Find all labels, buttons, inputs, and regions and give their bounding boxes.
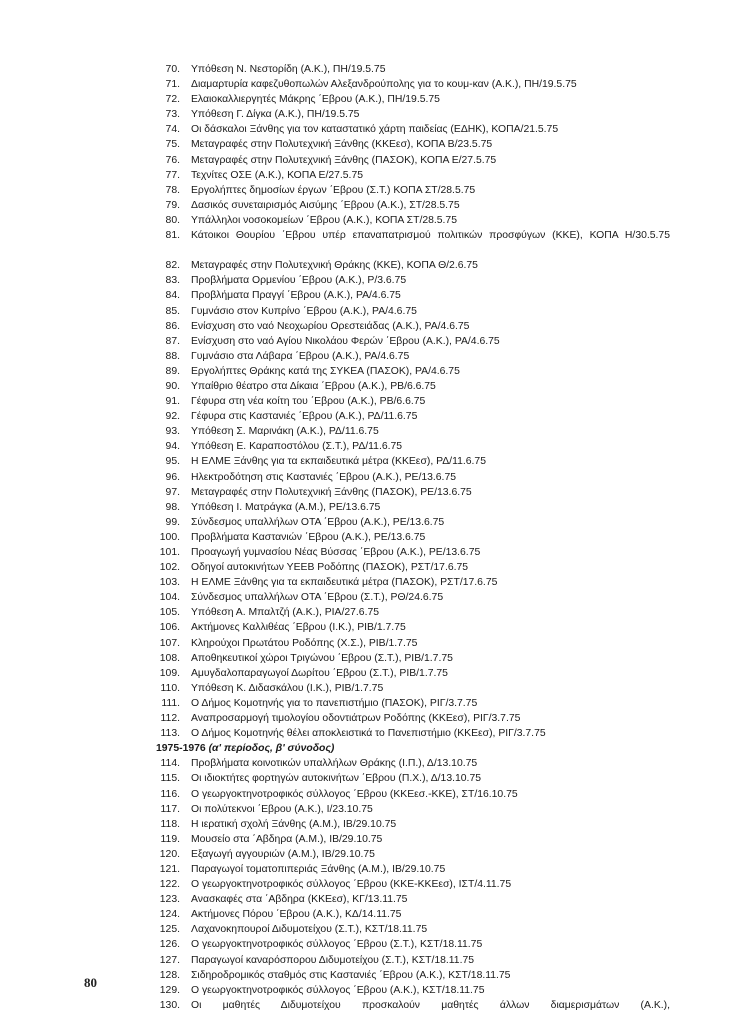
item-text: Ο γεωργοκτηνοτροφικός σύλλογος ΄Εβρου (ΚΚΕεσ.-ΚΚΕ), ΣΤ/16.10.75 — [191, 788, 518, 800]
item-text: Κληρούχοι Πρωτάτου Ροδόπης (Χ.Σ.), ΡΙΒ/1.7.75 — [191, 637, 418, 649]
item-text: Μεταγραφές στην Πολυτεχνική Θράκης (ΚΚΕ), ΚΟΠΑ Θ/2.6.75 — [191, 260, 478, 272]
item-text: Σύνδεσμος υπαλλήλων ΟΤΑ ΄Εβρου (Α.Κ.), ΡΕ/13.6.75 — [191, 516, 445, 528]
item-text: Κάτοικοι Θουρίου ΄Εβρου υπέρ επαναπατρισμού πολιτικών προσφύγων (ΚΚΕ), ΚΟΠΑ Η/30.5.75 — [191, 230, 670, 242]
list-item — [150, 153, 670, 168]
item-number: 113. — [160, 728, 180, 740]
item-number: 87. — [165, 335, 180, 347]
item-text: Δασικός συνεταιρισμός Αισύμης ΄Εβρου (Α.Κ.), ΣΤ/28.5.75 — [191, 199, 460, 211]
list-item — [150, 454, 670, 469]
item-number: 94. — [165, 441, 180, 453]
section-heading-years: 1975-1976 — [156, 743, 206, 755]
item-number: 82. — [165, 260, 180, 272]
item-text: Ο γεωργοκτηνοτροφικός σύλλογος ΄Εβρου (Α.Κ.), ΚΣΤ/18.11.75 — [191, 984, 485, 996]
list-item — [150, 500, 670, 515]
item-number: 127. — [159, 954, 180, 966]
item-text: Αποθηκευτικοί χώροι Τριγώνου ΄Εβρου (Σ.Τ.), ΡΙΒ/1.7.75 — [191, 652, 453, 664]
item-text: Υπόθεση Ε. Καραποστόλου (Σ.Τ.), ΡΔ/11.6.75 — [191, 441, 403, 453]
item-number: 77. — [165, 169, 180, 181]
item-number: 124. — [159, 909, 180, 921]
list-item — [150, 998, 670, 1028]
list-item — [150, 62, 670, 77]
item-text: Ελαιοκαλλιεργητές Μάκρης ΄Εβρου (Α.Κ.), ΠΗ/19.5.75 — [191, 94, 440, 106]
item-number: 118. — [160, 818, 180, 830]
item-text: Οι ιδιοκτήτες φορτηγών αυτοκινήτων ΄Εβρου (Π.Χ.), Δ/13.10.75 — [191, 773, 482, 785]
list-item — [150, 590, 670, 605]
list-item — [150, 560, 670, 575]
list-item — [150, 485, 670, 500]
item-text: Λαχανοκηπουροί Διδυμοτείχου (Σ.Τ.), ΚΣΤ/18.11.75 — [191, 924, 428, 936]
item-number: 96. — [165, 471, 180, 483]
list-item — [150, 288, 670, 303]
item-text: Εργολήπτες Θράκης κατά της ΣΥΚΕΑ (ΠΑΣΟΚ), ΡΑ/4.6.75 — [191, 365, 460, 377]
item-number: 75. — [165, 139, 180, 151]
item-number: 112. — [160, 713, 180, 725]
item-text: Τεχνίτες ΟΣΕ (Α.Κ.), ΚΟΠΑ Ε/27.5.75 — [191, 169, 364, 181]
section-heading — [156, 741, 670, 756]
item-number: 121. — [159, 863, 180, 875]
item-number: 83. — [165, 275, 180, 287]
item-text: Προβλήματα Πραγγί ΄Εβρου (Α.Κ.), ΡΑ/4.6.75 — [191, 290, 401, 302]
item-text: Σιδηροδρομικός σταθμός στις Καστανιές ΄Εβρου (Α.Κ.), ΚΣΤ/18.11.75 — [191, 969, 511, 981]
item-number: 111. — [161, 697, 180, 709]
list-item — [150, 787, 670, 802]
list-item — [150, 228, 670, 258]
item-text: Ο γεωργοκτηνοτροφικός σύλλογος ΄Εβρου (Σ.Τ.), ΚΣΤ/18.11.75 — [191, 939, 483, 951]
list-item — [150, 922, 670, 937]
item-text: Αναπροσαρμογή τιμολογίου οδοντιάτρων Ροδόπης (ΚΚΕεσ), ΡΙΓ/3.7.75 — [191, 713, 521, 725]
item-text: Γέφυρα στις Καστανιές ΄Εβρου (Α.Κ.), ΡΔ/11.6.75 — [191, 411, 418, 423]
list-item — [150, 907, 670, 922]
item-text: Η ΕΛΜΕ Ξάνθης για τα εκπαιδευτικά μέτρα (ΠΑΣΟΚ), ΡΣΤ/17.6.75 — [191, 577, 498, 589]
item-number: 93. — [165, 426, 180, 438]
item-number: 92. — [165, 411, 180, 423]
list-item — [150, 107, 670, 122]
item-number: 110. — [160, 682, 180, 694]
list-item — [150, 213, 670, 228]
item-number: 109. — [159, 667, 180, 679]
item-number: 74. — [165, 124, 180, 136]
item-number: 81. — [165, 230, 180, 242]
list-item — [150, 620, 670, 635]
list-item — [150, 319, 670, 334]
item-number: 98. — [165, 501, 180, 513]
list-item — [150, 817, 670, 832]
list-item — [150, 409, 670, 424]
list-item — [150, 364, 670, 379]
item-number: 125. — [159, 924, 180, 936]
entries-group-1975-1976 — [150, 756, 670, 1028]
page-number: 80 — [84, 975, 97, 990]
item-text: Ενίσχυση στο ναό Νεοχωρίου Ορεστειάδας (Α.Κ.), ΡΑ/4.6.75 — [191, 320, 470, 332]
item-number: 80. — [165, 214, 180, 226]
item-text: Υπόθεση Ι. Ματράγκα (Α.Μ.), ΡΕ/13.6.75 — [191, 501, 381, 513]
item-text: Η ΕΛΜΕ Ξάνθης για τα εκπαιδευτικά μέτρα (ΚΚΕεσ), ΡΔ/11.6.75 — [191, 456, 486, 468]
list-item — [150, 304, 670, 319]
item-number: 130. — [159, 999, 180, 1011]
item-number: 71. — [165, 79, 180, 91]
item-text: Μουσείο στα ΄Αβδηρα (Α.Μ.), ΙΒ/29.10.75 — [191, 833, 383, 845]
item-number: 116. — [160, 788, 180, 800]
item-text: Η ιερατική σχολή Ξάνθης (Α.Μ.), ΙΒ/29.10.75 — [191, 818, 397, 830]
item-text: Ηλεκτροδότηση στις Καστανιές ΄Εβρου (Α.Κ.), ΡΕ/13.6.75 — [191, 471, 457, 483]
list-item — [150, 424, 670, 439]
list-item — [150, 771, 670, 786]
item-number: 95. — [165, 456, 180, 468]
list-item — [150, 470, 670, 485]
item-number: 72. — [165, 94, 180, 106]
item-number: 88. — [165, 350, 180, 362]
item-number: 120. — [159, 848, 180, 860]
list-item — [150, 77, 670, 92]
list-item — [150, 681, 670, 696]
list-item — [150, 575, 670, 590]
entries-list — [150, 62, 670, 1028]
item-number: 91. — [165, 396, 180, 408]
item-text: Μεταγραφές στην Πολυτεχνική Ξάνθης (ΚΚΕεσ), ΚΟΠΑ Β/23.5.75 — [191, 139, 493, 151]
item-text: Ανασκαφές στα ΄Αβδηρα (ΚΚΕεσ), ΚΓ/13.11.75 — [191, 894, 408, 906]
item-text: Υπόθεση Κ. Διδασκάλου (Ι.Κ.), ΡΙΒ/1.7.75 — [191, 682, 384, 694]
list-item — [150, 802, 670, 817]
item-text: Υπόθεση Ν. Νεστορίδη (Α.Κ.), ΠΗ/19.5.75 — [191, 64, 386, 75]
item-number: 89. — [165, 365, 180, 377]
item-text: Γέφυρα στη νέα κοίτη του ΄Εβρου (Α.Κ.), ΡΒ/6.6.75 — [191, 396, 426, 408]
item-number: 90. — [165, 380, 180, 392]
item-text: Εξαγωγή αγγουριών (Α.Μ.), ΙΒ/29.10.75 — [191, 848, 375, 860]
list-item — [150, 711, 670, 726]
item-text: Υπόθεση Γ. Δίγκα (Α.Κ.), ΠΗ/19.5.75 — [191, 109, 360, 121]
item-text: Ακτήμονες Πόρου ΄Εβρου (Α.Κ.), ΚΔ/14.11.75 — [191, 909, 402, 921]
item-text: Μεταγραφές στην Πολυτεχνική Ξάνθης (ΠΑΣΟΚ), ΚΟΠΑ Ε/27.5.75 — [191, 154, 497, 166]
entries-group-1975-spring — [150, 62, 670, 741]
item-text: Διαμαρτυρία καφεζυθοπωλών Αλεξανδρούπολης για το κουμ-καν (Α.Κ.), ΠΗ/19.5.75 — [191, 79, 577, 91]
item-text: Υπάλληλοι νοσοκομείων ΄Εβρου (Α.Κ.), ΚΟΠΑ ΣΤ/28.5.75 — [191, 214, 457, 226]
item-text: Ο γεωργοκτηνοτροφικός σύλλογος ΄Εβρου (ΚΚΕ-ΚΚΕεσ), ΙΣΤ/4.11.75 — [191, 879, 512, 891]
item-number: 103. — [159, 577, 180, 589]
list-item — [150, 545, 670, 560]
list-item — [150, 832, 670, 847]
list-item — [150, 756, 670, 771]
list-item — [150, 439, 670, 454]
list-item — [150, 862, 670, 877]
item-text: Προβλήματα Καστανιών ΄Εβρου (Α.Κ.), ΡΕ/13.6.75 — [191, 531, 426, 543]
list-item — [150, 726, 670, 741]
list-item — [150, 168, 670, 183]
list-item — [150, 636, 670, 651]
item-number: 106. — [159, 622, 180, 634]
item-number: 122. — [159, 879, 180, 891]
item-number: 97. — [165, 486, 180, 498]
item-text: Γυμνάσιο στον Κυπρίνο ΄Εβρου (Α.Κ.), ΡΑ/4.6.75 — [191, 305, 417, 317]
item-text: Οι μαθητές Διδυμοτείχου προσκαλούν μαθητές άλλων διαμερισμάτων (Α.Κ.), — [191, 999, 670, 1011]
item-number: 84. — [165, 290, 180, 302]
item-text: Μεταγραφές στην Πολυτεχνική Ξάνθης (ΠΑΣΟΚ), ΡΕ/13.6.75 — [191, 486, 472, 498]
item-number: 104. — [159, 592, 180, 604]
list-item — [150, 968, 670, 983]
item-number: 102. — [159, 562, 180, 574]
item-number: 99. — [165, 516, 180, 528]
list-item — [150, 137, 670, 152]
item-number: 129. — [159, 984, 180, 996]
item-text: Οι δάσκαλοι Ξάνθης για τον καταστατικό χάρτη παιδείας (ΕΔΗΚ), ΚΟΠΑ/21.5.75 — [191, 124, 559, 136]
list-item — [150, 892, 670, 907]
item-text: Υπόθεση Σ. Μαρινάκη (Α.Κ.), ΡΔ/11.6.75 — [191, 426, 379, 438]
item-text: Προβλήματα κοινοτικών υπαλλήλων Θράκης (Ι.Π.), Δ/13.10.75 — [191, 758, 478, 770]
item-text: Υπόθεση Α. Μπαλτζή (Α.Κ.), ΡΙΑ/27.6.75 — [191, 607, 380, 619]
item-text: Προαγωγή γυμνασίου Νέας Βύσσας ΄Εβρου (Α.Κ.), ΡΕ/13.6.75 — [191, 547, 481, 558]
list-item — [150, 651, 670, 666]
list-item — [150, 198, 670, 213]
list-item — [150, 379, 670, 394]
item-text: Ενίσχυση στο ναό Αγίου Νικολάου Φερών ΄Εβρου (Α.Κ.), ΡΑ/4.6.75 — [191, 335, 500, 347]
item-text: Υπαίθριο θέατρο στα Δίκαια ΄Εβρου (Α.Κ.), ΡΒ/6.6.75 — [191, 380, 436, 392]
item-number: 107. — [159, 637, 180, 649]
list-item — [150, 273, 670, 288]
list-item — [150, 847, 670, 862]
list-item — [150, 394, 670, 409]
item-text: Παραγωγοί καναρόσπορου Διδυμοτείχου (Σ.Τ.), ΚΣΤ/18.11.75 — [191, 954, 475, 966]
list-item — [150, 666, 670, 681]
list-item — [150, 530, 670, 545]
item-number: 76. — [165, 154, 180, 166]
list-item — [150, 515, 670, 530]
item-number: 78. — [165, 184, 180, 196]
section-heading-subtitle: (α' περίοδος, β' σύνοδος) — [208, 743, 335, 755]
item-text: Σύνδεσμος υπαλλήλων ΟΤΑ ΄Εβρου (Σ.Τ.), ΡΘ/24.6.75 — [191, 592, 444, 604]
item-number: 115. — [160, 773, 180, 785]
list-item — [150, 334, 670, 349]
item-text: Ο Δήμος Κομοτηνής θέλει αποκλειστικά το Πανεπιστήμιο (ΚΚΕεσ), ΡΙΓ/3.7.75 — [191, 728, 546, 740]
item-number: 123. — [159, 894, 180, 906]
item-number: 73. — [165, 109, 180, 121]
item-number: 100. — [159, 531, 180, 543]
list-item — [150, 92, 670, 107]
item-text: Αμυγδαλοπαραγωγοί Δωρίτου ΄Εβρου (Σ.Τ.), ΡΙΒ/1.7.75 — [191, 667, 448, 679]
item-text: Προβλήματα Ορμενίου ΄Εβρου (Α.Κ.), Ρ/3.6.75 — [191, 275, 407, 287]
list-item — [150, 258, 670, 273]
list-item — [150, 877, 670, 892]
item-number: 126. — [159, 939, 180, 951]
list-item — [150, 183, 670, 198]
item-text: Οι πολύτεκνοι ΄Εβρου (Α.Κ.), Ι/23.10.75 — [191, 803, 373, 815]
item-text: Εργολήπτες δημοσίων έργων ΄Εβρου (Σ.Τ.) ΚΟΠΑ ΣΤ/28.5.75 — [191, 184, 476, 196]
item-text: Οδηγοί αυτοκινήτων ΥΕΕΒ Ροδόπης (ΠΑΣΟΚ), ΡΣΤ/17.6.75 — [191, 562, 469, 574]
item-text: Παραγωγοί τοματοπιπεριάς Ξάνθης (Α.Μ.), ΙΒ/29.10.75 — [191, 863, 446, 875]
list-item — [150, 983, 670, 998]
item-number: 85. — [165, 305, 180, 317]
item-number: 108. — [159, 652, 180, 664]
item-text: Γυμνάσιο στα Λάβαρα ΄Εβρου (Α.Κ.), ΡΑ/4.6.75 — [191, 350, 410, 362]
item-number: 105. — [159, 607, 180, 619]
item-number: 119. — [160, 833, 180, 845]
item-number: 128. — [159, 969, 180, 981]
item-number: 79. — [165, 199, 180, 211]
list-item — [150, 953, 670, 968]
list-item — [150, 122, 670, 137]
item-number: 114. — [160, 758, 180, 770]
list-item — [150, 605, 670, 620]
item-number: 70. — [165, 64, 180, 75]
item-number: 101. — [159, 547, 180, 558]
list-item — [150, 696, 670, 711]
list-item — [150, 349, 670, 364]
item-text: Ακτήμονες Καλλιθέας ΄Εβρου (Ι.Κ.), ΡΙΒ/1.7.75 — [191, 622, 406, 634]
item-text: Ο Δήμος Κομοτηνής για το πανεπιστήμιο (ΠΑΣΟΚ), ΡΙΓ/3.7.75 — [191, 697, 478, 709]
item-number: 117. — [160, 803, 180, 815]
item-number: 86. — [165, 320, 180, 332]
list-item — [150, 937, 670, 952]
